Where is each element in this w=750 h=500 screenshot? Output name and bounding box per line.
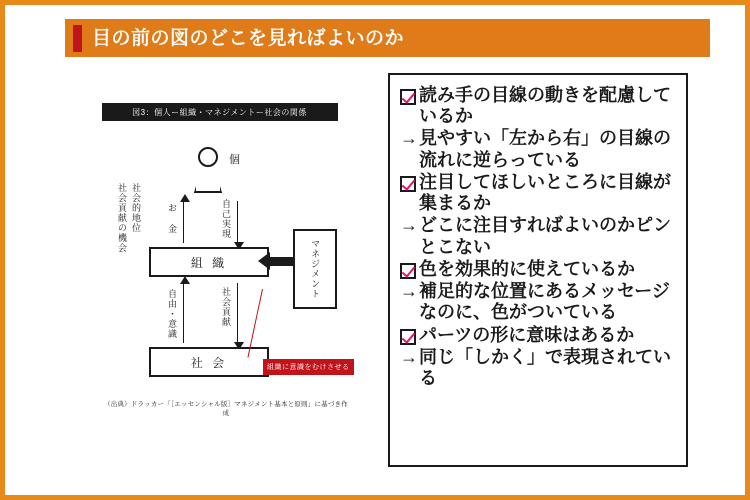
checklist-comment	[400, 281, 678, 323]
checklist-item	[400, 325, 678, 346]
person-label: 個	[229, 154, 240, 166]
arrow-right-icon: →	[400, 281, 418, 302]
arrow-freedom-up	[183, 283, 184, 343]
figure-diagram	[87, 129, 352, 389]
arrow-right-icon: →	[400, 346, 418, 367]
label-social-status: 社会的地位	[131, 183, 141, 233]
checklist-item	[400, 85, 678, 127]
checkbox-checked-icon[interactable]	[400, 176, 416, 192]
box-management: マネジメント	[293, 229, 337, 309]
callout-note: 組織に意識をむけさせる	[263, 359, 354, 375]
checklist-comment-label: 見やすい「左から右」の目線の流れに逆らっている	[419, 128, 671, 170]
checklist-item	[400, 259, 678, 280]
figure-caption: 図3：個人ー組織・マネジメントー社会の関係	[102, 103, 338, 121]
checklist-item-label: 注目してほしいところに目線が集まるか	[419, 171, 671, 214]
checklist-item	[400, 172, 678, 214]
checklist-comment-label: 同じ「しかく」で表現されている	[419, 346, 671, 389]
arrow-management-to-organization	[269, 257, 293, 266]
box-society: 社 会	[149, 347, 269, 377]
label-membership: 社会貢献の機会	[117, 183, 127, 253]
person-icon	[193, 147, 223, 195]
box-organization: 組 織	[149, 247, 269, 277]
person-body-shape	[194, 163, 222, 193]
checklist-item-label: 色を効果的に使えているか	[419, 258, 635, 279]
checklist-item-label: パーツの形に意味はあるか	[419, 324, 635, 345]
checklist-comment	[400, 215, 678, 257]
title-accent-bar	[73, 25, 82, 52]
figure-source: （出典）ドラッカー「［エッセンシャル版］マネジメント基本と原則」に基づき作成	[104, 401, 348, 417]
page-title: 目の前の図のどこを見ればよいのか	[92, 27, 405, 49]
checklist-panel	[388, 73, 688, 467]
label-freedom: 自由・意識	[167, 289, 177, 339]
checkbox-checked-icon[interactable]	[400, 329, 416, 345]
slide-title-bar	[65, 19, 710, 57]
checkbox-checked-icon[interactable]	[400, 263, 416, 279]
figure-panel	[87, 103, 352, 433]
arrow-right-icon: →	[400, 128, 418, 149]
arrow-social-contribution-down	[237, 283, 238, 343]
checklist-comment-label: 補足的な位置にあるメッセージなのに、色がついている	[419, 281, 670, 323]
label-money: お 金	[167, 203, 177, 234]
label-social-contribution: 社会貢献	[221, 287, 231, 327]
arrow-self-realization-down	[237, 201, 238, 243]
arrow-money-up	[183, 201, 184, 243]
label-self-realization: 自己実現	[221, 199, 231, 239]
arrow-right-icon: →	[400, 215, 418, 236]
checklist-comment	[400, 347, 678, 389]
checkbox-checked-icon[interactable]	[400, 89, 416, 105]
checklist-item-label: 読み手の目線の動きを配慮しているか	[419, 85, 671, 127]
checklist-comment	[400, 128, 678, 170]
checklist-comment-label: どこに注目すればよいのかピンとこない	[419, 215, 671, 257]
